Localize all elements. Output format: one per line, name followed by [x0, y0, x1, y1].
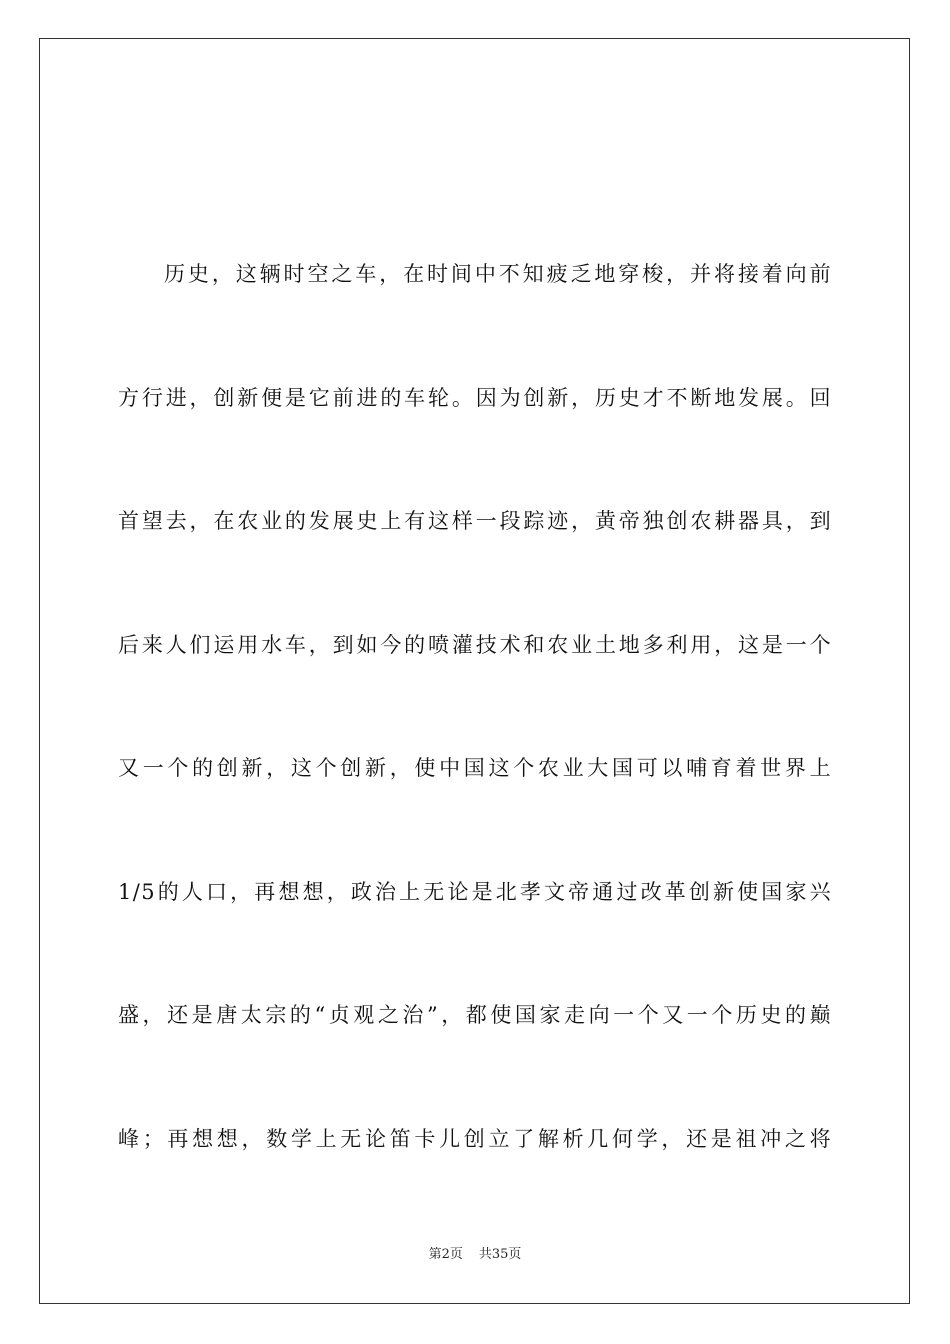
body-text [118, 248, 832, 1236]
text-line-5: 又一个的创新，这个创新，使中国这个农业大国可以哺育着世界上 [118, 756, 832, 780]
text-line-6: 1/5的人口，再想想，政治上无论是北孝文帝通过改革创新使国家兴 [118, 879, 832, 904]
text-line-3: 首望去，在农业的发展史上有这样一段踪迹，黄帝独创农耕器具，到 [118, 509, 832, 533]
text-line-2: 方行进，创新便是它前进的车轮。因为创新，历史才不断地发展。回 [118, 385, 832, 410]
page-number: 第2页 [428, 1247, 463, 1262]
page-footer [0, 1246, 950, 1264]
text-line-8: 峰；再想想，数学上无论笛卡儿创立了解析几何学，还是祖冲之将 [118, 1126, 832, 1151]
text-line-7: 盛，还是唐太宗的“贞观之治”，都使国家走向一个又一个历史的巅 [118, 1003, 832, 1027]
text-line-1: 历史，这辆时空之车，在时间中不知疲乏地穿梭，并将接着向前 [164, 262, 832, 286]
text-line-4: 后来人们运用水车，到如今的喷灌技术和农业土地多利用，这是一个 [118, 632, 832, 657]
page-total: 共35页 [478, 1247, 522, 1262]
